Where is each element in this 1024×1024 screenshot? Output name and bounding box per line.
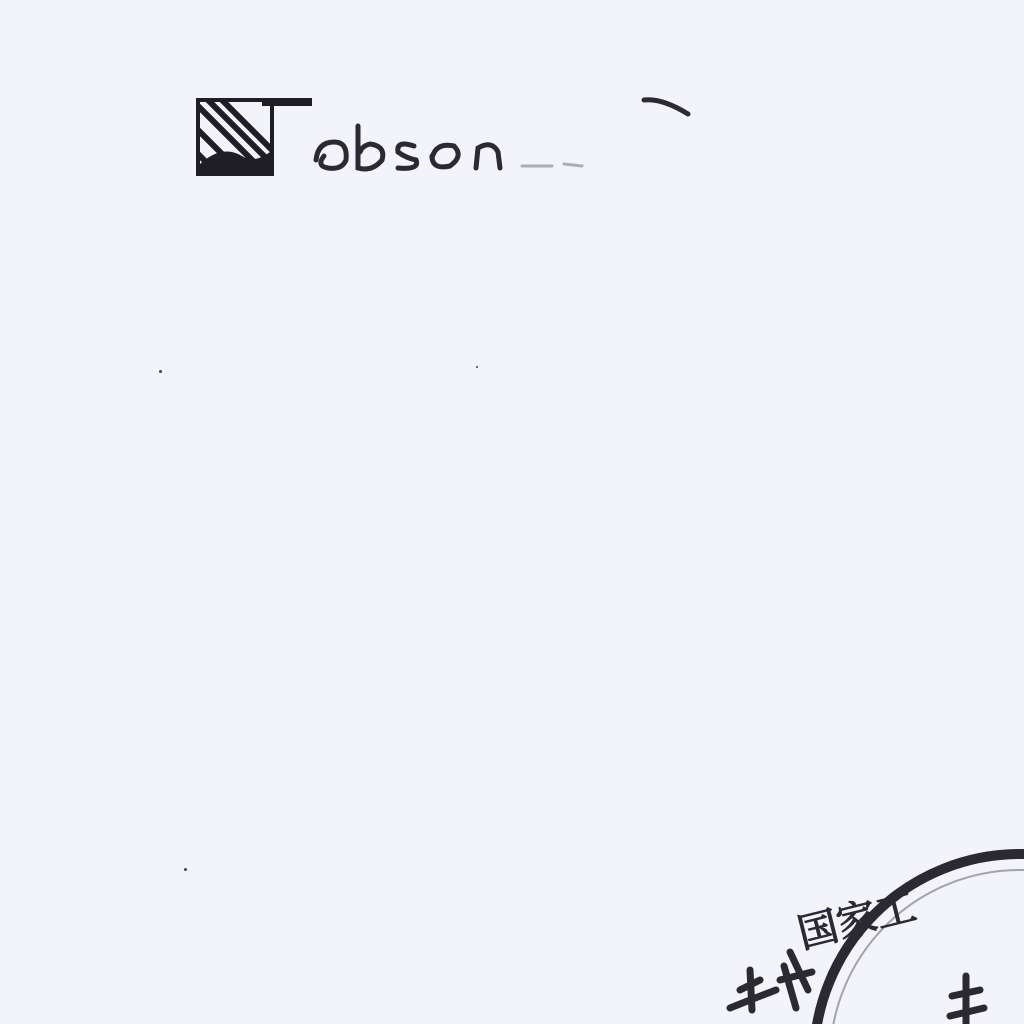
- scan-speck: [476, 366, 478, 368]
- scan-speck: [159, 370, 162, 373]
- diagonal-stripes-logo-icon: [192, 94, 692, 186]
- scan-speck: [184, 868, 187, 871]
- official-seal-icon: [680, 840, 1024, 1024]
- brand-logo: [192, 94, 692, 186]
- seal-text: 国家工: [793, 883, 921, 958]
